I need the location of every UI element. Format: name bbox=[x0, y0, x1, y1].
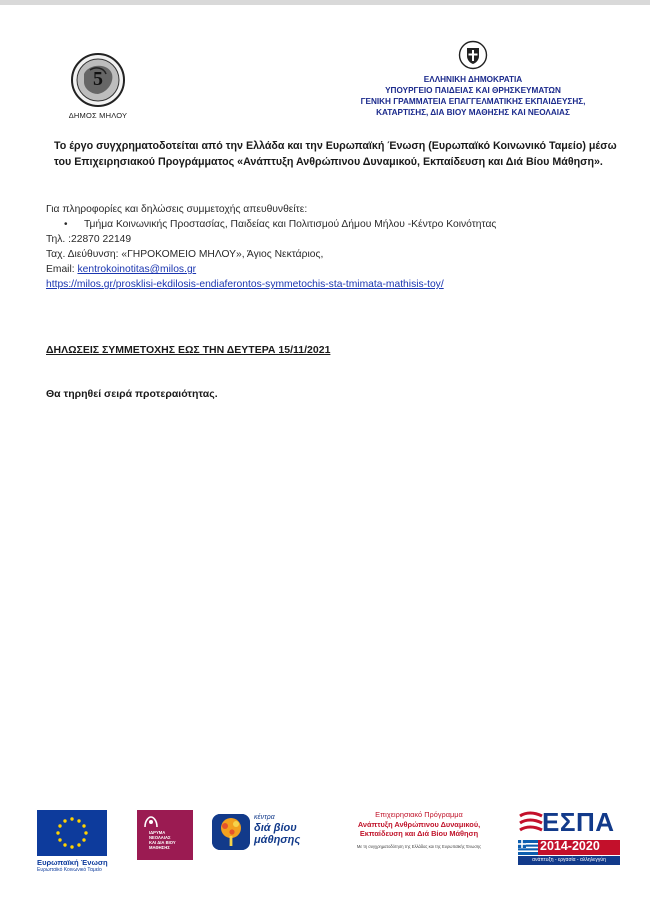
contact-phone: Τηλ. :22870 22149 bbox=[46, 234, 132, 245]
espa-years: 2014-2020 bbox=[540, 839, 600, 853]
gov-line-secretariat: ΓΕΝΙΚΗ ΓΡΑΜΜΑΤΕΙΑ ΕΠΑΓΓΕΛΜΑΤΙΚΗΣ ΕΚΠΑΙΔΕΥΣΗΣ, bbox=[360, 97, 586, 106]
municipality-name: ΔΗΜΟΣ ΜΗΛΟΥ bbox=[68, 111, 128, 120]
contact-info bbox=[46, 202, 626, 292]
kentra-logo bbox=[212, 814, 322, 854]
idryma-line-4: ΜΑΘΗΣΗΣ bbox=[149, 845, 170, 850]
email-label: Email: bbox=[46, 264, 78, 275]
idryma-mark-icon bbox=[143, 815, 159, 829]
eu-name: Ευρωπαϊκή Ένωση bbox=[37, 858, 108, 867]
ancient-coin-logo bbox=[70, 52, 126, 108]
idryma-line-3: ΚΑΙ ΔΙΑ ΒΙΟΥ bbox=[149, 840, 176, 845]
contact-url-row bbox=[46, 277, 626, 292]
funding-intro: Το έργο συγχρηματοδοτείται από την Ελλάδα και την Ευρωπαϊκή Ένωση (Ευρωπαϊκό Κοινωνικό Ταμείο) μέσω του Επιχειρησιακού Προγράμματος «Ανάπτυξη Ανθρώπινου Δυναμικού, Εκπαίδευση και Διά Βίου Μάθηση». bbox=[54, 140, 617, 168]
tree-icon bbox=[212, 814, 250, 850]
contact-department-item bbox=[46, 217, 626, 232]
email-link[interactable]: kentrokoinotitas@milos.gr bbox=[77, 264, 197, 275]
espa-flag-mark-icon bbox=[518, 810, 544, 840]
operational-programme-logo bbox=[330, 810, 508, 849]
gov-line-republic: ΕΛΛΗΝΙΚΗ ΔΗΜΟΚΡΑΤΙΑ bbox=[423, 75, 523, 84]
footer-logos bbox=[0, 800, 650, 880]
espa-name: ΕΣΠΑ bbox=[542, 807, 615, 837]
eu-flag-icon bbox=[37, 810, 107, 856]
announcement-link[interactable]: https://milos.gr/prosklisi-ekdilosis-endiaferontos-symmetochis-sta-tmimata-mathisis-toy/ bbox=[46, 279, 444, 290]
top-border bbox=[0, 0, 650, 5]
idryma-line-2: ΝΕΟΛΑΙΑΣ bbox=[149, 835, 171, 840]
eu-logo bbox=[37, 810, 109, 873]
kentra-small-text: κέντρα bbox=[254, 814, 275, 821]
programme-line-2: Ανάπτυξη Ανθρώπινου Δυναμικού, bbox=[357, 819, 481, 829]
coin-numeral: 5 bbox=[93, 68, 103, 90]
idryma-line-1: ΙΔΡΥΜΑ bbox=[149, 830, 166, 835]
programme-cofund: Με τη συγχρηματοδότηση της Ελλάδας και της Ευρωπαϊκής Ένωσης bbox=[356, 843, 482, 849]
priority-notice: Θα τηρηθεί σειρά προτεραιότητας. bbox=[46, 388, 218, 400]
greek-flag-icon bbox=[518, 840, 538, 855]
municipality-logo-block bbox=[60, 52, 136, 120]
government-header bbox=[340, 40, 606, 118]
contact-address: Ταχ. Διεύθυνση: «ΓΗΡΟΚΟΜΕΙΟ ΜΗΛΟΥ», Άγιος Νεκτάριος, bbox=[46, 249, 324, 260]
espa-logo bbox=[518, 807, 622, 866]
contact-lead: Για πληροφορίες και δηλώσεις συμμετοχής απευθυνθείτε: bbox=[46, 204, 308, 215]
programme-line-1: Επιχειρησιακό Πρόγραμμα bbox=[375, 810, 463, 819]
greek-coat-of-arms-icon bbox=[458, 40, 488, 70]
department-name: Τμήμα Κοινωνικής Προστασίας, Παιδείας και Πολιτισμού Δήμου Μήλου -Κέντρο Κοινότητας bbox=[84, 219, 497, 230]
kentra-big-text-1: διά βίου bbox=[254, 822, 297, 834]
eu-fund-name: Ευρωπαϊκό Κοινωνικό Ταμείο bbox=[37, 867, 102, 873]
gov-line-secretariat-cont: ΚΑΤΑΡΤΙΣΗΣ, ΔΙΑ ΒΙΟΥ ΜΑΘΗΣΗΣ ΚΑΙ ΝΕΟΛΑΙΑΣ bbox=[376, 108, 570, 117]
deadline-notice: ΔΗΛΩΣΕΙΣ ΣΥΜΜΕΤΟΧΗΣ ΕΩΣ ΤΗΝ ΔΕΥΤΕΡΑ 15/11/2021 bbox=[46, 344, 331, 356]
kentra-big-text-2: μάθησης bbox=[254, 834, 301, 846]
kentra-text bbox=[254, 814, 300, 846]
espa-years-bar bbox=[518, 840, 620, 855]
espa-slogan: ανάπτυξη - εργασία - αλληλεγγύη bbox=[518, 856, 620, 865]
idryma-logo bbox=[137, 810, 193, 860]
gov-line-ministry: ΥΠΟΥΡΓΕΙΟ ΠΑΙΔΕΙΑΣ ΚΑΙ ΘΡΗΣΚΕΥΜΑΤΩΝ bbox=[385, 86, 561, 95]
programme-line-3: Εκπαίδευση και Διά Βίου Μάθηση bbox=[359, 829, 479, 838]
bullet-icon: • bbox=[64, 219, 68, 230]
contact-email-row bbox=[46, 262, 626, 277]
